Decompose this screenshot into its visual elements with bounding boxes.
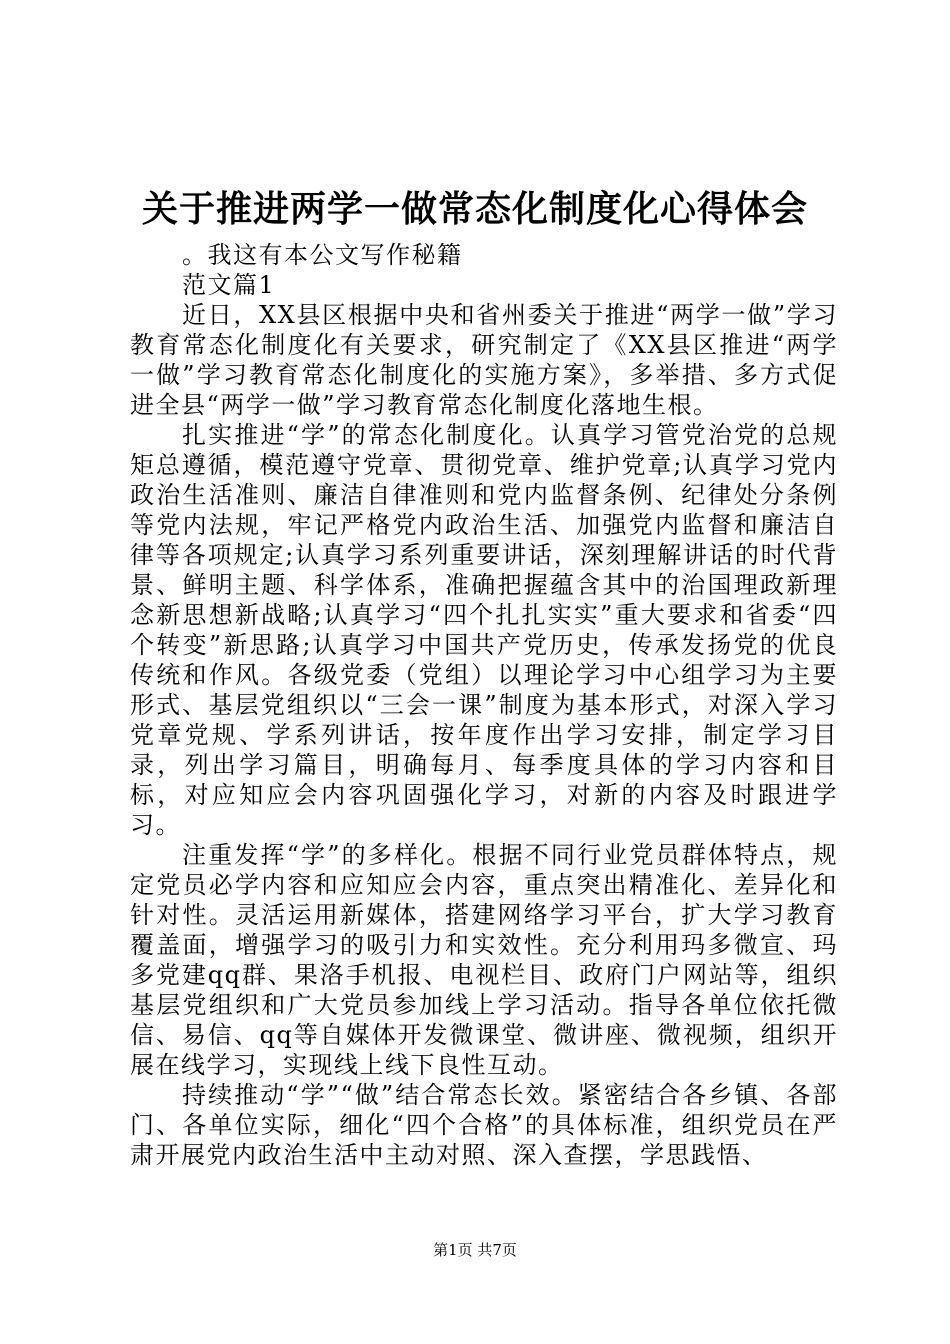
paragraph-3: 注重发挥“学”的多样化。根据不同行业党员群体特点，规定党员必学内容和应知应会内容，重点突出精准化、差异化和针对性。灵活运用新媒体，搭建网络学习平台，扩大学习教育覆盖面，增强学习的吸引力和实效性。充分利用玛多微宣、玛多党建qq群、果洛手机报、电视栏目、政府门户网站等，组织基层党组织和广大党员参加线上学习活动。指导各单位依托微信、易信、qq等自媒体开发微课堂、微讲座、微视频，组织开展在线学习，实现线上线下良性互动。 [130,841,838,1079]
paragraph-1: 近日，XX县区根据中央和省州委关于推进“两学一做”学习教育常态化制度化有关要求，研究制定了《XX县区推进“两学一做”学习教育常态化制度化的实施方案》，多举措、多方式促进全县“两学一做”学习教育常态化制度化落地生根。 [130,301,838,419]
paragraph-2: 扎实推进“学”的常态化制度化。认真学习管党治党的总规矩总遵循，模范遵守党章、贯彻党章、维护党章;认真学习党内政治生活准则、廉洁自律准则和党内监督条例、纪律处分条例等党内法规，牢记严格党内政治生活、加强党内监督和廉洁自律等各项规定;认真学习系列重要讲话，深刻理解讲话的时代背景、鲜明主题、科学体系，准确把握蕴含其中的治国理政新理念新思想新战略;认真学习“四个扎扎实实”重大要求和省委“四个转变”新思路;认真学习中国共产党历史，传承发扬党的优良传统和作风。各级党委（党组）以理论学习中心组学习为主要形式、基层党组织以“三会一课”制度为基本形式，对深入学习党章党规、学系列讲话，按年度作出学习安排，制定学习目录，列出学习篇目，明确每月、每季度具体的学习内容和目标，对应知应会内容巩固强化学习，对新的内容及时跟进学习。 [130,421,838,839]
document-title: 关于推进两学一做常态化制度化心得体会 [141,188,808,230]
paragraph-intro: 。我这有本公文写作秘籍 [182,241,463,269]
document-body [130,240,838,1170]
page-footer: 第1页 共7页 [433,1241,517,1259]
paragraph-4: 持续推动“学”“做”结合常态长效。紧密结合各乡镇、各部门、各单位实际，细化“四个合格”的具体标准，组织党员在严肃开展党内政治生活中主动对照、深入查摆，学思践悟、 [130,1081,838,1169]
paragraph-section-label: 范文篇1 [182,271,276,299]
